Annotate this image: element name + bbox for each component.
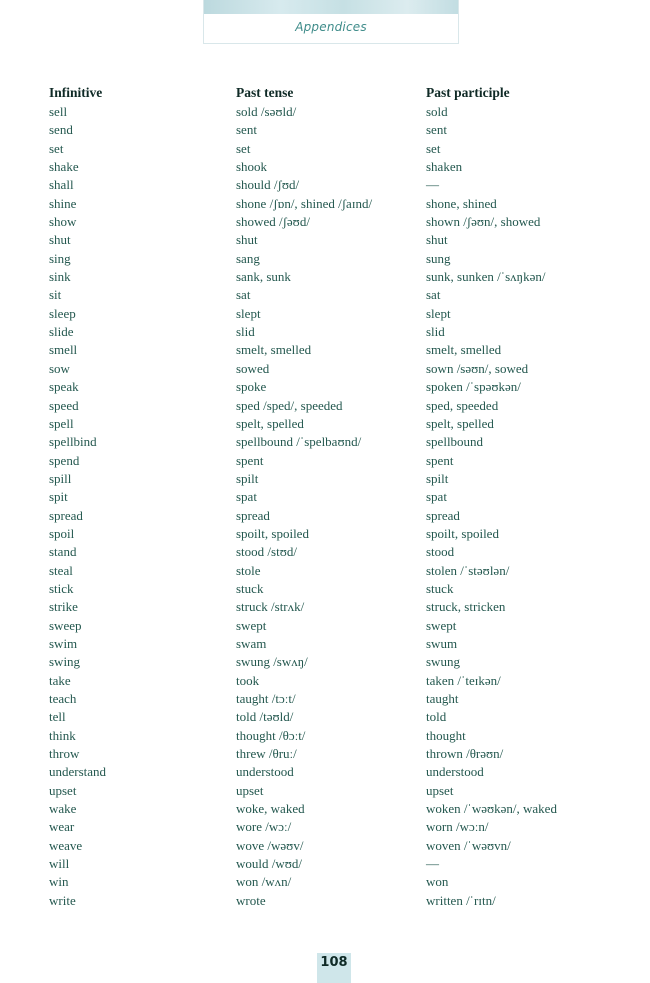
cell-past-participle: stood — [426, 544, 455, 560]
cell-past-participle: shone, shined — [426, 195, 497, 211]
cell-past-participle: sat — [426, 287, 441, 303]
cell-past-participle: thrown /θrəʊn/ — [426, 746, 504, 762]
cell-infinitive: set — [49, 140, 64, 156]
cell-past-participle: spat — [426, 489, 447, 505]
cell-past-participle: spelt, spelled — [426, 415, 494, 431]
cell-infinitive: spill — [49, 470, 72, 486]
cell-infinitive: wake — [49, 801, 77, 817]
cell-past-participle: struck, stricken — [426, 599, 506, 615]
cell-past-tense: spellbound /ˈspelbaʊnd/ — [236, 434, 362, 450]
page-number-box — [317, 953, 351, 983]
cell-past-tense: spat — [236, 489, 257, 505]
cell-past-tense: told /təʊld/ — [236, 709, 294, 725]
cell-past-participle: won — [426, 874, 449, 890]
cell-past-participle: — — [426, 856, 439, 872]
cell-past-participle: spoken /ˈspəʊkən/ — [426, 379, 521, 395]
cell-infinitive: write — [49, 892, 76, 908]
cell-past-participle: taught — [426, 691, 459, 706]
cell-past-tense: slid — [236, 324, 255, 340]
cell-infinitive: shall — [49, 177, 74, 193]
cell-past-tense: should /ʃʊd/ — [236, 177, 300, 193]
cell-past-tense: shook — [236, 159, 268, 175]
cell-infinitive: stick — [49, 580, 74, 596]
cell-infinitive: show — [49, 214, 77, 230]
column-header-infinitive: Infinitive — [49, 85, 103, 100]
cell-infinitive: understand — [49, 764, 107, 780]
cell-past-participle: spoilt, spoiled — [426, 525, 499, 541]
cell-past-tense: spoilt, spoiled — [236, 525, 309, 541]
cell-past-tense: wore /wɔː/ — [236, 819, 292, 835]
cell-infinitive: spellbind — [49, 434, 97, 450]
cell-past-participle: — — [426, 177, 439, 193]
column-infinitive — [49, 84, 229, 910]
cell-past-tense: sold /səʊld/ — [236, 104, 297, 119]
cell-past-tense: won /wʌn/ — [236, 874, 292, 890]
cell-infinitive: spend — [49, 452, 80, 468]
cell-infinitive: sleep — [49, 305, 76, 321]
column-past-participle — [426, 84, 626, 910]
cell-infinitive: spell — [49, 415, 74, 431]
cell-past-tense: stood /stʊd/ — [236, 544, 297, 560]
cell-past-tense: took — [236, 672, 260, 688]
cell-past-tense: shut — [236, 232, 258, 248]
cell-past-participle: sunk, sunken /ˈsʌŋkən/ — [426, 269, 546, 285]
cell-past-tense: thought /θɔːt/ — [236, 727, 306, 743]
cell-past-tense: wove /wəʊv/ — [236, 837, 304, 853]
cell-infinitive: smell — [49, 342, 78, 358]
cell-past-tense: upset — [236, 782, 264, 798]
cell-past-participle: sown /səʊn/, sowed — [426, 360, 529, 376]
cell-infinitive: spread — [49, 507, 83, 523]
cell-infinitive: throw — [49, 746, 80, 762]
cell-infinitive: strike — [49, 599, 78, 615]
cell-infinitive: swim — [49, 635, 78, 651]
cell-infinitive: spoil — [49, 525, 75, 541]
cell-past-participle: sold — [426, 104, 448, 119]
cell-infinitive: speak — [49, 379, 79, 395]
cell-infinitive: steal — [49, 562, 73, 578]
cell-past-participle: taken /ˈteɪkən/ — [426, 672, 501, 688]
column-header-past-participle: Past participle — [426, 85, 510, 100]
cell-past-tense: sat — [236, 287, 251, 303]
cell-past-tense: would /wʊd/ — [236, 856, 302, 872]
cell-infinitive: sweep — [49, 617, 82, 633]
cell-past-tense: swept — [236, 617, 267, 633]
cell-past-participle: slept — [426, 305, 451, 321]
cell-past-participle: stolen /ˈstəʊlən/ — [426, 562, 510, 578]
cell-past-tense: sent — [236, 122, 257, 138]
cell-past-participle: shaken — [426, 159, 463, 175]
cell-infinitive: sing — [49, 250, 71, 266]
cell-infinitive: spit — [49, 489, 68, 505]
column-header-past-tense: Past tense — [236, 85, 294, 100]
cell-past-participle: swung — [426, 654, 460, 670]
cell-past-participle: sped, speeded — [426, 397, 499, 413]
cell-past-participle: spread — [426, 507, 460, 523]
cell-past-tense: slept — [236, 305, 261, 321]
cell-past-tense: sank, sunk — [236, 269, 291, 285]
cell-past-tense: spent — [236, 452, 264, 468]
cell-past-tense: understood — [236, 764, 294, 780]
header-decor-strip — [204, 0, 458, 14]
cell-past-tense: sang — [236, 250, 260, 266]
cell-past-participle: sung — [426, 250, 451, 266]
cell-infinitive: swing — [49, 654, 81, 670]
cell-past-tense: spilt — [236, 470, 259, 486]
cell-past-participle: stuck — [426, 580, 454, 596]
cell-infinitive: win — [49, 874, 69, 890]
cell-past-tense: stuck — [236, 580, 264, 596]
cell-past-participle: woken /ˈwəʊkən/, waked — [426, 801, 557, 817]
cell-infinitive: take — [49, 672, 71, 688]
cell-past-participle: written /ˈrɪtn/ — [426, 892, 496, 908]
cell-past-tense: threw /θruː/ — [236, 746, 297, 762]
cell-past-tense: sowed — [236, 360, 270, 376]
cell-infinitive: shine — [49, 195, 77, 211]
cell-infinitive: shake — [49, 159, 79, 175]
page-number: 108 — [320, 955, 348, 970]
header-tab — [203, 0, 459, 44]
cell-infinitive: weave — [49, 837, 83, 853]
cell-infinitive: sow — [49, 360, 70, 376]
cell-infinitive: shut — [49, 232, 71, 248]
cell-past-participle: spellbound — [426, 434, 484, 450]
column-past-tense — [236, 84, 421, 910]
cell-past-tense: spread — [236, 507, 270, 523]
cell-past-tense: woke, waked — [236, 801, 305, 817]
cell-past-participle: upset — [426, 782, 454, 798]
cell-past-tense: stole — [236, 562, 261, 578]
cell-infinitive: sell — [49, 104, 68, 119]
cell-past-tense: set — [236, 140, 251, 156]
cell-past-participle: swept — [426, 617, 457, 633]
cell-infinitive: upset — [49, 782, 77, 798]
cell-past-participle: understood — [426, 764, 484, 780]
cell-past-tense: spelt, spelled — [236, 415, 304, 431]
cell-past-tense: taught /tɔːt/ — [236, 691, 296, 706]
cell-past-tense: struck /strʌk/ — [236, 599, 305, 615]
cell-infinitive: slide — [49, 324, 74, 340]
cell-infinitive: sink — [49, 269, 71, 285]
cell-past-participle: shown /ʃəʊn/, showed — [426, 214, 541, 230]
cell-past-participle: spilt — [426, 470, 449, 486]
cell-past-participle: thought — [426, 727, 466, 743]
cell-past-tense: sped /sped/, speeded — [236, 397, 343, 413]
cell-past-participle: set — [426, 140, 441, 156]
cell-past-participle: worn /wɔːn/ — [426, 819, 489, 835]
cell-infinitive: teach — [49, 691, 77, 706]
cell-past-participle: smelt, smelled — [426, 342, 502, 358]
section-title: Appendices — [295, 20, 367, 34]
cell-past-participle: woven /ˈwəʊvn/ — [426, 837, 511, 853]
cell-past-participle: slid — [426, 324, 445, 340]
cell-past-tense: shone /ʃɒn/, shined /ʃaɪnd/ — [236, 195, 373, 211]
cell-past-tense: swung /swʌŋ/ — [236, 654, 308, 670]
cell-infinitive: tell — [49, 709, 66, 725]
cell-past-tense: swam — [236, 635, 267, 651]
cell-past-participle: told — [426, 709, 447, 725]
cell-past-participle: spent — [426, 452, 454, 468]
cell-past-tense: wrote — [236, 892, 266, 908]
cell-past-tense: smelt, smelled — [236, 342, 312, 358]
cell-past-tense: showed /ʃəʊd/ — [236, 214, 310, 230]
cell-past-participle: swum — [426, 635, 458, 651]
cell-infinitive: speed — [49, 397, 79, 413]
cell-infinitive: think — [49, 727, 76, 743]
cell-infinitive: wear — [49, 819, 75, 835]
cell-infinitive: send — [49, 122, 73, 138]
cell-past-tense: spoke — [236, 379, 267, 395]
cell-past-participle: shut — [426, 232, 448, 248]
cell-infinitive: sit — [49, 287, 62, 303]
cell-infinitive: will — [49, 856, 70, 872]
cell-infinitive: stand — [49, 544, 77, 560]
cell-past-participle: sent — [426, 122, 447, 138]
